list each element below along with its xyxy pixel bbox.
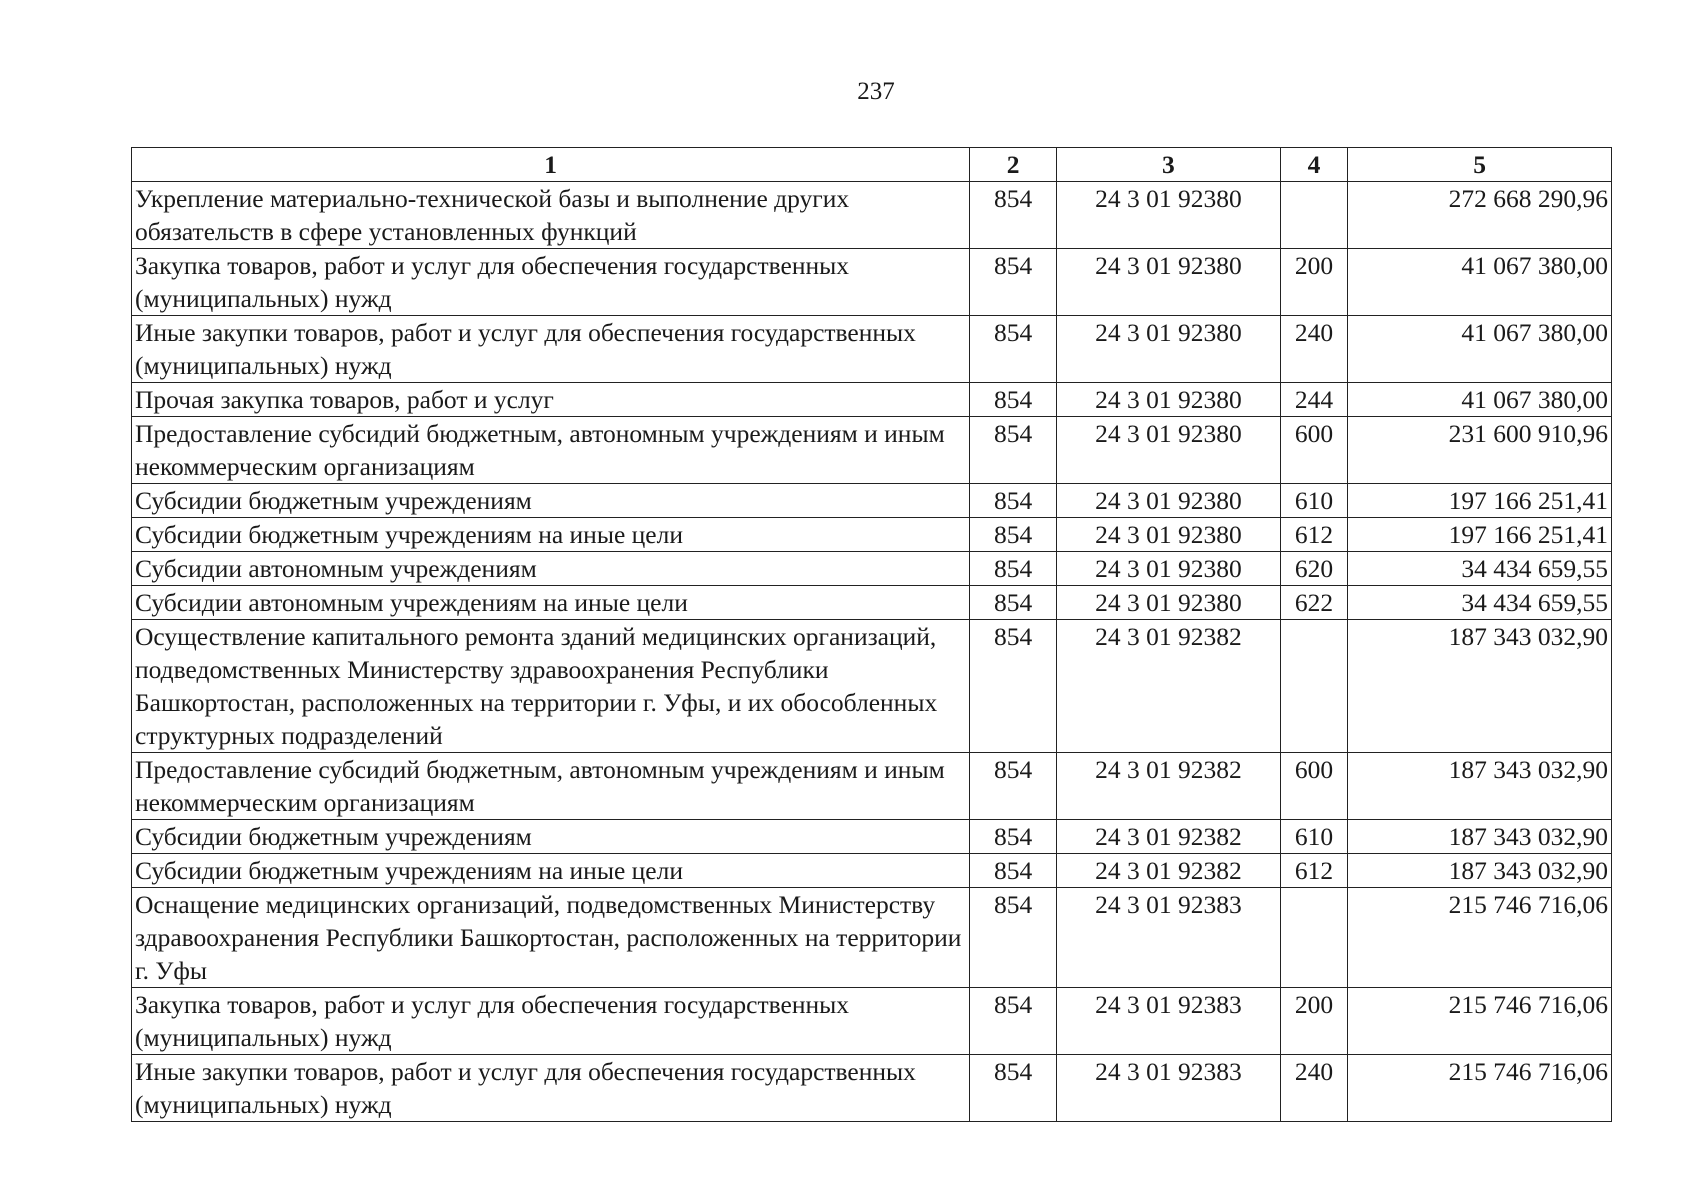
item-name-cell: Иные закупки товаров, работ и услуг для обеспечения государственных (муниципальных) нужд bbox=[132, 1055, 970, 1122]
expense-type-cell bbox=[1280, 182, 1347, 249]
amount-cell: 187 343 032,90 bbox=[1348, 854, 1612, 888]
table-row bbox=[132, 586, 1612, 620]
item-name-cell: Предоставление субсидий бюджетным, автономным учреждениям и иным некоммерческим организациям bbox=[132, 753, 970, 820]
ministry-code-cell: 854 bbox=[970, 484, 1057, 518]
table-row bbox=[132, 182, 1612, 249]
header-col-3: 3 bbox=[1056, 148, 1280, 182]
expense-type-cell: 612 bbox=[1280, 518, 1347, 552]
expense-type-cell: 622 bbox=[1280, 586, 1347, 620]
target-article-cell: 24 3 01 92382 bbox=[1056, 854, 1280, 888]
expense-type-cell: 244 bbox=[1280, 383, 1347, 417]
target-article-cell: 24 3 01 92380 bbox=[1056, 484, 1280, 518]
ministry-code-cell: 854 bbox=[970, 249, 1057, 316]
item-name-cell: Закупка товаров, работ и услуг для обеспечения государственных (муниципальных) нужд bbox=[132, 249, 970, 316]
expense-type-cell: 200 bbox=[1280, 988, 1347, 1055]
item-name-cell: Субсидии автономным учреждениям на иные цели bbox=[132, 586, 970, 620]
ministry-code-cell: 854 bbox=[970, 417, 1057, 484]
expense-type-cell bbox=[1280, 620, 1347, 753]
table-row bbox=[132, 620, 1612, 753]
item-name-cell: Субсидии автономным учреждениям bbox=[132, 552, 970, 586]
expense-type-cell: 610 bbox=[1280, 820, 1347, 854]
table-row bbox=[132, 484, 1612, 518]
ministry-code-cell: 854 bbox=[970, 854, 1057, 888]
ministry-code-cell: 854 bbox=[970, 820, 1057, 854]
amount-cell: 41 067 380,00 bbox=[1348, 249, 1612, 316]
amount-cell: 187 343 032,90 bbox=[1348, 620, 1612, 753]
table-row bbox=[132, 249, 1612, 316]
page-number: 237 bbox=[857, 78, 895, 105]
expense-type-cell: 200 bbox=[1280, 249, 1347, 316]
amount-cell: 215 746 716,06 bbox=[1348, 888, 1612, 988]
header-col-5: 5 bbox=[1348, 148, 1612, 182]
ministry-code-cell: 854 bbox=[970, 620, 1057, 753]
table-row bbox=[132, 552, 1612, 586]
target-article-cell: 24 3 01 92383 bbox=[1056, 988, 1280, 1055]
ministry-code-cell: 854 bbox=[970, 552, 1057, 586]
amount-cell: 272 668 290,96 bbox=[1348, 182, 1612, 249]
expense-type-cell: 612 bbox=[1280, 854, 1347, 888]
table-row bbox=[132, 988, 1612, 1055]
item-name-cell: Субсидии бюджетным учреждениям bbox=[132, 820, 970, 854]
expense-type-cell: 610 bbox=[1280, 484, 1347, 518]
item-name-cell: Укрепление материально-технической базы и выполнение других обязательств в сфере установленных функций bbox=[132, 182, 970, 249]
target-article-cell: 24 3 01 92380 bbox=[1056, 586, 1280, 620]
ministry-code-cell: 854 bbox=[970, 988, 1057, 1055]
item-name-cell: Предоставление субсидий бюджетным, автономным учреждениям и иным некоммерческим организациям bbox=[132, 417, 970, 484]
target-article-cell: 24 3 01 92382 bbox=[1056, 820, 1280, 854]
ministry-code-cell: 854 bbox=[970, 586, 1057, 620]
amount-cell: 231 600 910,96 bbox=[1348, 417, 1612, 484]
target-article-cell: 24 3 01 92382 bbox=[1056, 753, 1280, 820]
table-row bbox=[132, 1055, 1612, 1122]
expense-type-cell: 620 bbox=[1280, 552, 1347, 586]
table-row bbox=[132, 417, 1612, 484]
target-article-cell: 24 3 01 92380 bbox=[1056, 249, 1280, 316]
expense-type-cell bbox=[1280, 888, 1347, 988]
amount-cell: 197 166 251,41 bbox=[1348, 484, 1612, 518]
target-article-cell: 24 3 01 92380 bbox=[1056, 518, 1280, 552]
item-name-cell: Закупка товаров, работ и услуг для обеспечения государственных (муниципальных) нужд bbox=[132, 988, 970, 1055]
amount-cell: 197 166 251,41 bbox=[1348, 518, 1612, 552]
header-row bbox=[132, 148, 1612, 182]
header-col-1: 1 bbox=[132, 148, 970, 182]
item-name-cell: Субсидии бюджетным учреждениям на иные цели bbox=[132, 854, 970, 888]
table-body bbox=[132, 182, 1612, 1122]
amount-cell: 34 434 659,55 bbox=[1348, 552, 1612, 586]
expense-type-cell: 600 bbox=[1280, 417, 1347, 484]
target-article-cell: 24 3 01 92383 bbox=[1056, 1055, 1280, 1122]
item-name-cell: Субсидии бюджетным учреждениям на иные цели bbox=[132, 518, 970, 552]
item-name-cell: Оснащение медицинских организаций, подведомственных Министерству здравоохранения Республики Башкортостан, расположенных на территории г. Уфы bbox=[132, 888, 970, 988]
amount-cell: 215 746 716,06 bbox=[1348, 988, 1612, 1055]
target-article-cell: 24 3 01 92383 bbox=[1056, 888, 1280, 988]
expense-type-cell: 240 bbox=[1280, 1055, 1347, 1122]
table-row bbox=[132, 854, 1612, 888]
table-row bbox=[132, 820, 1612, 854]
target-article-cell: 24 3 01 92380 bbox=[1056, 552, 1280, 586]
item-name-cell: Иные закупки товаров, работ и услуг для обеспечения государственных (муниципальных) нужд bbox=[132, 316, 970, 383]
budget-table bbox=[131, 147, 1612, 1122]
ministry-code-cell: 854 bbox=[970, 888, 1057, 988]
item-name-cell: Осуществление капитального ремонта зданий медицинских организаций, подведомственных Министерству здравоохранения Республики Башкортостан, расположенных на территории г. Уфы, и их обособленных структурных подразделений bbox=[132, 620, 970, 753]
expense-type-cell: 240 bbox=[1280, 316, 1347, 383]
item-name-cell: Субсидии бюджетным учреждениям bbox=[132, 484, 970, 518]
amount-cell: 187 343 032,90 bbox=[1348, 820, 1612, 854]
ministry-code-cell: 854 bbox=[970, 753, 1057, 820]
target-article-cell: 24 3 01 92380 bbox=[1056, 383, 1280, 417]
target-article-cell: 24 3 01 92380 bbox=[1056, 316, 1280, 383]
amount-cell: 215 746 716,06 bbox=[1348, 1055, 1612, 1122]
header-col-2: 2 bbox=[970, 148, 1057, 182]
amount-cell: 41 067 380,00 bbox=[1348, 383, 1612, 417]
amount-cell: 41 067 380,00 bbox=[1348, 316, 1612, 383]
target-article-cell: 24 3 01 92382 bbox=[1056, 620, 1280, 753]
amount-cell: 187 343 032,90 bbox=[1348, 753, 1612, 820]
table-row bbox=[132, 316, 1612, 383]
item-name-cell: Прочая закупка товаров, работ и услуг bbox=[132, 383, 970, 417]
ministry-code-cell: 854 bbox=[970, 518, 1057, 552]
expense-type-cell: 600 bbox=[1280, 753, 1347, 820]
table-row bbox=[132, 753, 1612, 820]
target-article-cell: 24 3 01 92380 bbox=[1056, 417, 1280, 484]
ministry-code-cell: 854 bbox=[970, 1055, 1057, 1122]
table-row bbox=[132, 888, 1612, 988]
table-row bbox=[132, 518, 1612, 552]
table-row bbox=[132, 383, 1612, 417]
ministry-code-cell: 854 bbox=[970, 383, 1057, 417]
target-article-cell: 24 3 01 92380 bbox=[1056, 182, 1280, 249]
ministry-code-cell: 854 bbox=[970, 182, 1057, 249]
header-col-4: 4 bbox=[1280, 148, 1347, 182]
ministry-code-cell: 854 bbox=[970, 316, 1057, 383]
amount-cell: 34 434 659,55 bbox=[1348, 586, 1612, 620]
